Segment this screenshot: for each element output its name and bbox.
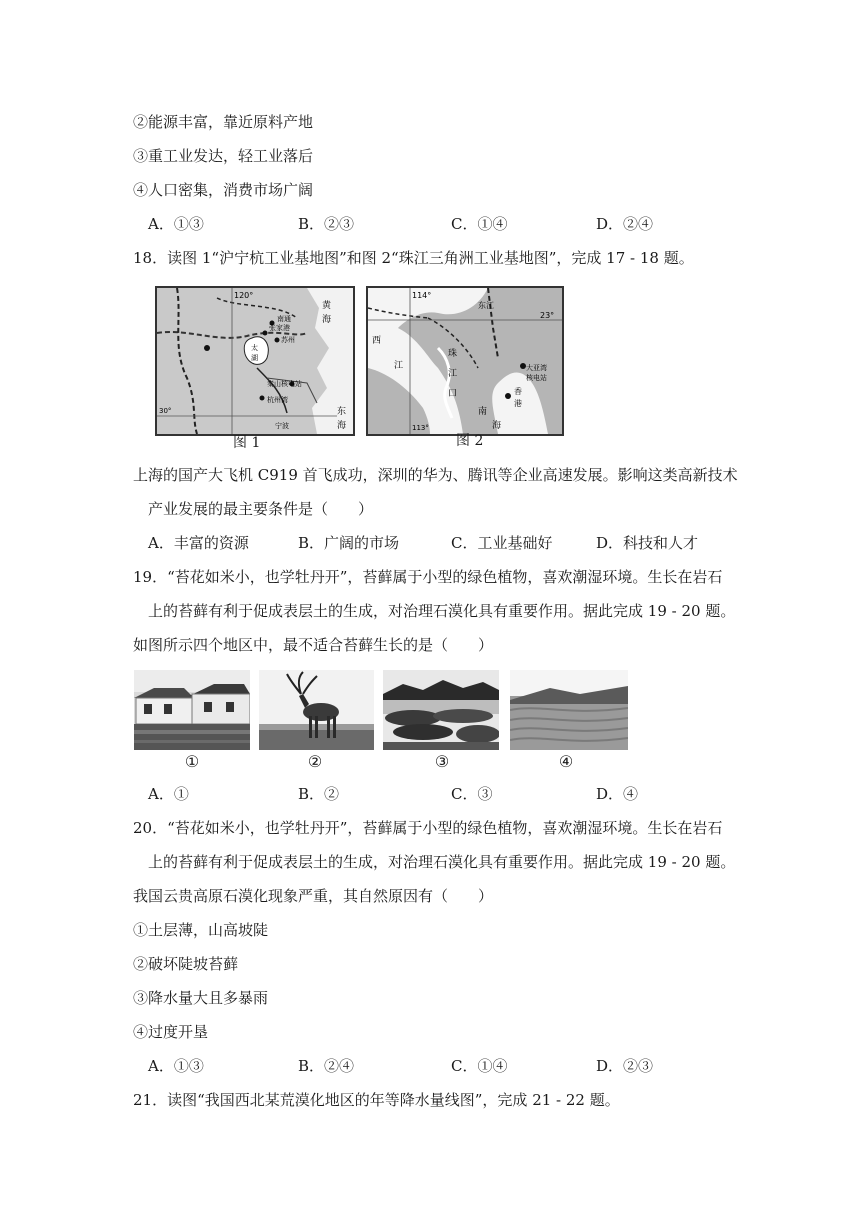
fig2-xi: 西: [372, 336, 382, 346]
fig2-lon114: 114°: [412, 291, 432, 300]
fig1-sea-3: 海: [337, 421, 347, 431]
fig1-sea-1: 黄: [322, 301, 332, 311]
q20-item-2: ②破坏陡坡苔藓: [133, 955, 239, 973]
fig1-zhangjiagang: 张家港: [269, 324, 290, 332]
q17-item-3: ③重工业发达，轻工业落后: [133, 147, 314, 165]
q21-stem: 21．读图“我国西北某荒漠化地区的年等降水量线图”，完成 21 - 22 题。: [133, 1091, 620, 1109]
q19-stem-1: 19．“苔花如米小，也学牡丹开”，苔藓属于小型的绿色植物，喜欢潮湿环境。生长在岩石: [133, 568, 723, 586]
q19-question: 如图所示四个地区中，最不适合苔藓生长的是（ ）: [133, 636, 494, 654]
fig1-taihu-1: 太: [251, 344, 258, 352]
q19-option-a[interactable]: A．①: [148, 785, 189, 803]
q20-option-a[interactable]: A．①③: [148, 1057, 204, 1075]
q17-option-b[interactable]: B．②③: [298, 215, 355, 233]
fig2-xianggang-1: 香: [514, 387, 522, 396]
q20-item-4: ④过度开垦: [133, 1023, 209, 1041]
q17-item-4: ④人口密集，消费市场广阔: [133, 181, 314, 199]
fig1-lat30: 30°: [159, 407, 172, 415]
q18-question-cont: 产业发展的最主要条件是（ ）: [148, 500, 374, 518]
q20-option-b[interactable]: B．②④: [298, 1057, 355, 1075]
figure-2-caption: 图 2: [456, 433, 484, 449]
figure-1-map: [155, 286, 355, 436]
photo-label-1: ①: [184, 752, 200, 771]
photo-label-2: ②: [307, 752, 323, 771]
photo-3-rocky-coast: [383, 670, 499, 750]
q18-option-b[interactable]: B．广阔的市场: [298, 534, 400, 552]
q17-options: [148, 214, 748, 234]
fig2-hai: 海: [492, 421, 502, 431]
q18-stem: 18．读图 1“沪宁杭工业基地图”和图 2“珠江三角洲工业基地图”，完成 17 - 18 题。: [133, 249, 694, 267]
q17-option-a[interactable]: A．①③: [148, 215, 204, 233]
q19-option-c[interactable]: C．③: [451, 785, 493, 803]
fig2-xianggang-2: 港: [514, 399, 522, 408]
fig2-jiang: 江: [394, 361, 404, 371]
figure-1-caption: 图 1: [233, 435, 261, 451]
q17-item-2: ②能源丰富，靠近原料产地: [133, 113, 314, 131]
q20-options: [148, 1056, 748, 1076]
fig1-east: 东: [337, 407, 347, 417]
q19-option-b[interactable]: B．②: [298, 785, 340, 803]
fig1-sea-2: 海: [322, 315, 332, 325]
fig2-dongjiang: 东江: [478, 301, 494, 310]
q20-item-3: ③降水量大且多暴雨: [133, 989, 269, 1007]
q17-option-c[interactable]: C．①④: [451, 215, 508, 233]
fig2-jiang-2: 江: [448, 369, 458, 379]
photo-4-desert-dunes: [510, 670, 628, 750]
q19-stem-2: 上的苔藓有利于促成表层土的生成，对治理石漠化具有重要作用。据此完成 19 - 20 题。: [148, 602, 736, 620]
figure-2-map: [366, 286, 564, 436]
fig1-ningbo: 宁波: [275, 422, 289, 430]
photo-label-4: ④: [558, 752, 574, 771]
fig2-zhu: 珠: [448, 349, 458, 359]
q20-option-c[interactable]: C．①④: [451, 1057, 508, 1075]
fig2-daya-2: 核电站: [526, 374, 547, 382]
fig2-daya-1: 大亚湾: [526, 364, 547, 372]
fig2-lat23: 23°: [540, 311, 555, 320]
fig1-taihu-2: 湖: [251, 354, 258, 362]
fig2-lon113: 113°: [412, 424, 429, 432]
q20-stem-1: 20．“苔花如米小，也学牡丹开”，苔藓属于小型的绿色植物，喜欢潮湿环境。生长在岩石: [133, 819, 723, 837]
photo-1-water-town: [134, 670, 250, 750]
fig2-nan: 南: [478, 407, 488, 417]
fig1-hangzhouwan: 杭州湾: [267, 396, 288, 404]
fig1-lon120: 120°: [234, 291, 254, 300]
q18-options: [148, 533, 748, 553]
photo-2-reindeer: [259, 670, 374, 750]
q20-option-d[interactable]: D．②③: [596, 1057, 654, 1075]
fig2-kou: 口: [448, 389, 458, 399]
photo-label-3: ③: [434, 752, 450, 771]
q20-question: 我国云贵高原石漠化现象严重，其自然原因有（ ）: [133, 887, 494, 905]
q20-item-1: ①土层薄，山高坡陡: [133, 921, 269, 939]
q18-option-a[interactable]: A．丰富的资源: [148, 534, 249, 552]
q17-option-d[interactable]: D．②④: [596, 215, 654, 233]
q18-question: 上海的国产大飞机 C919 首飞成功，深圳的华为、腾讯等企业高速发展。影响这类高新技术: [133, 466, 738, 484]
fig1-nantong: 南通: [277, 315, 291, 323]
q18-option-c[interactable]: C．工业基础好: [451, 534, 553, 552]
fig1-suzhou: 苏州: [281, 336, 295, 344]
fig1-qinshan: 秦山核电站: [267, 380, 302, 388]
q19-options: [148, 784, 748, 804]
q19-option-d[interactable]: D．④: [596, 785, 639, 803]
q20-stem-2: 上的苔藓有利于促成表层土的生成，对治理石漠化具有重要作用。据此完成 19 - 20 题。: [148, 853, 736, 871]
q18-option-d[interactable]: D．科技和人才: [596, 534, 699, 552]
